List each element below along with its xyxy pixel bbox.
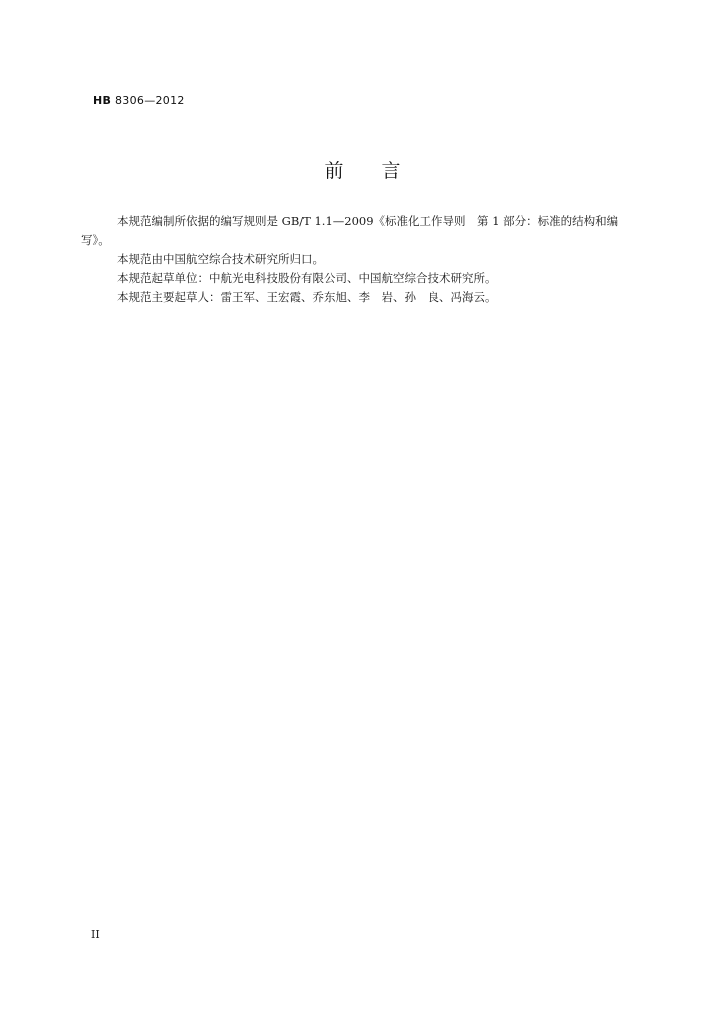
paragraph-drafting-rules-continuation: 写》。 xyxy=(81,233,110,247)
foreword-body xyxy=(81,212,638,307)
standard-code: 8306—2012 xyxy=(111,94,185,107)
page-title: 前言 xyxy=(324,160,439,182)
standard-number xyxy=(93,94,185,107)
page-number: II xyxy=(91,928,100,941)
paragraph-centralized-by: 本规范由中国航空综合技术研究所归口。 xyxy=(117,252,324,266)
paragraph-drafters: 本规范主要起草人：雷王军、王宏霞、乔东旭、李 岩、孙 良、冯海云。 xyxy=(117,290,497,304)
standard-prefix: HB xyxy=(93,94,112,107)
paragraph-drafting-units: 本规范起草单位：中航光电科技股份有限公司、中国航空综合技术研究所。 xyxy=(117,271,497,285)
paragraph-drafting-rules: 本规范编制所依据的编写规则是 GB/T 1.1—2009《标准化工作导则 第 1 部分：标准的结构和编 xyxy=(117,214,619,228)
